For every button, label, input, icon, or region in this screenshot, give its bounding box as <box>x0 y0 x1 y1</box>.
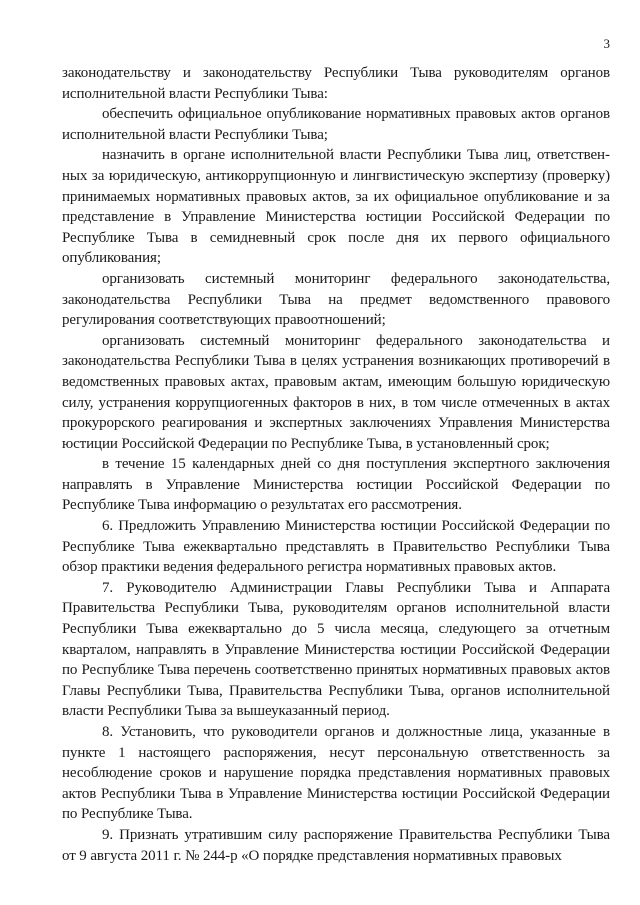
paragraph-item-8: 8. Установить, что руководители органов и должностные лица, указанные в пункте 1 настоящего распоряжения, несут персональную ответственность за несоблюдение сроков и нарушение порядка представления нормативных правовых актов Республики Тыва в Управление Министерства юстиции Российской Федерации по Республике Тыва. <box>62 724 610 823</box>
paragraph-monitoring-contradictions: организовать системный мониторинг федерального законодательства и законодательства Республики Тыва в целях устранения возникающих противоречий в ведомственных правовых актах, правовым актам, имеющим большую юридическую силу, устранения коррупциогенных факторов в них, в том числе отмеченных в актах прокурорского реагирования и экспертных заключениях Управления Министерства юстиции Российской Федерации по Республике Тыва, в установленный срок; <box>62 332 610 452</box>
document-body <box>62 63 610 866</box>
paragraph-item-6: 6. Предложить Управлению Министерства юстиции Российской Федерации по Республике Тыва ежеквартально представлять в Правительство Республики Тыва обзор практики ведения федерального регистра нормативных правовых актов. <box>62 518 610 576</box>
paragraph-publication: обеспечить официальное опубликование нормативных правовых актов органов исполнительной власти Республики Тыва; <box>62 106 610 143</box>
paragraph-monitoring-regulation: организовать системный мониторинг федерального законодательства, законодательства Республики Тыва на предмет ведомственного правового регулирования соответствующих правоотношений; <box>62 270 610 329</box>
paragraph-item-9: 9. Признать утратившим силу распоряжение Правительства Республики Тыва от 9 августа 2011 г. № 244-р «О порядке представления нормативных правовых <box>62 826 610 864</box>
paragraph-appoint-responsible: назначить в органе исполнительной власти Республики Тыва лиц, ответственных за юридическую, антикоррупционную и лингвистическую экспертизу (проверку) принимаемых нормативных правовых актов, за их официальное опубликование и за представление в Управление Министерства юстиции Российской Федерации по Республике Тыва в семидневный срок после дня их первого официального опубликования; <box>62 147 610 267</box>
paragraph-fifteen-days: в течение 15 календарных дней со дня поступления экспертного заключения направлять в Управление Министерства юстиции Российской Федерации по Республике Тыва информацию о результатах его рассмотрения. <box>62 456 610 514</box>
page-number: 3 <box>603 36 610 51</box>
paragraph-continuation: законодательству и законодательству Республики Тыва руководителям органов исполнительной власти Республики Тыва: <box>62 65 610 102</box>
paragraph-item-7: 7. Руководителю Администрации Главы Республики Тыва и Аппарата Правительства Республики Тыва, руководителям органов исполнительной власти Республики Тыва ежеквартально до 5 числа месяца, следующего за отчетным кварталом, направлять в Управление Министерства юстиции Российской Федерации по Республике Тыва перечень соответственно принятых нормативных правовых актов Главы Республики Тыва, Правительства Республики Тыва, органов исполнительной власти Республики Тыва за вышеуказанный период. <box>62 579 610 720</box>
